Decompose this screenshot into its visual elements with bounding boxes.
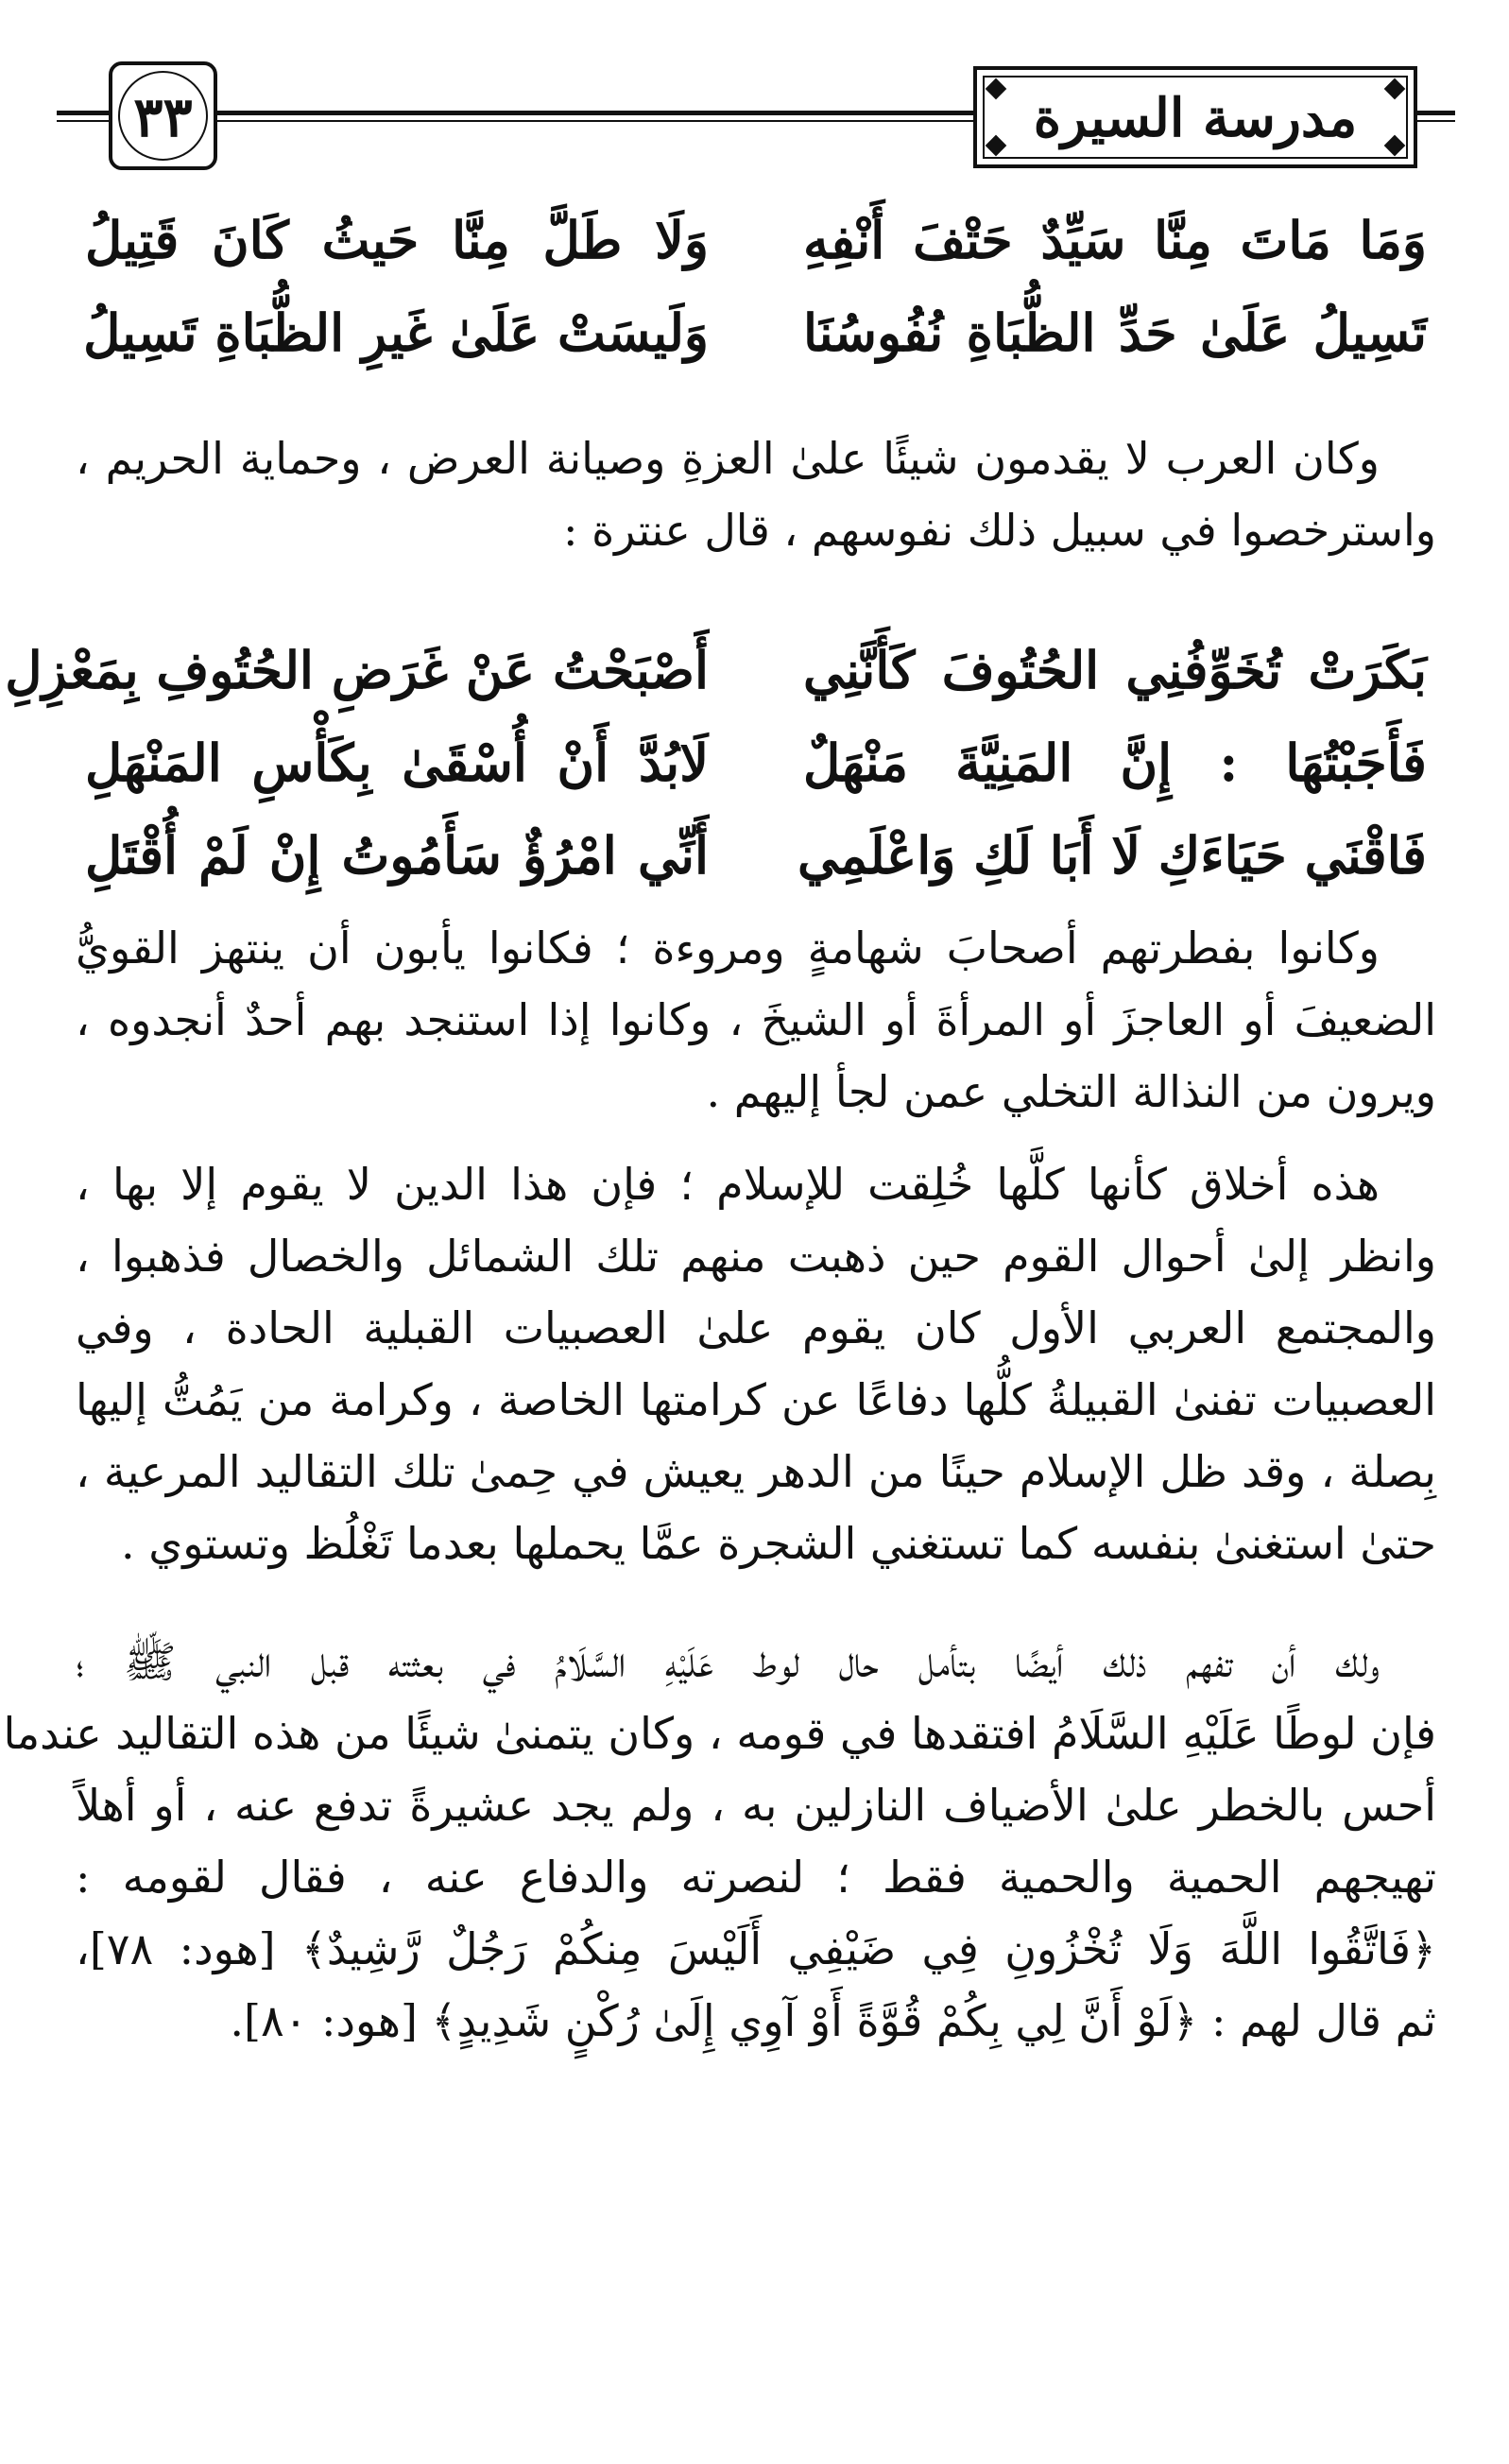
text-line: ولك أن تفهم ذلك أيضًا بتأمل حال لوط عَلَيْهِ السَّلَامُ في بعثته قبل النبي ﷺ ؛ bbox=[76, 1636, 1380, 1687]
running-title: مدرسة السيرة bbox=[1033, 87, 1358, 149]
verse-second-hemistich: وَلَيسَتْ عَلَىٰ غَيرِ الظُّبَاةِ تَسِيلُ bbox=[83, 302, 709, 363]
page-number: ٣٣ bbox=[133, 85, 193, 149]
quran-verse-line: ثم قال لهم : ﴿لَوْ أَنَّ لِي بِكُمْ قُوَّةً أَوْ آوِي إِلَىٰ رُكْنٍ شَدِيدٍ﴾ [هود: ٨٠]. bbox=[230, 1995, 1436, 2046]
verse bbox=[85, 194, 1427, 286]
text-line: حتىٰ استغنىٰ بنفسه كما تستغني الشجرة عمَّا يحملها بعدما تَغْلُظ وتستوي . bbox=[120, 1518, 1436, 1569]
verse-first-hemistich: فَأَجَبْتُهَا : إِنَّ المَنِيَّةَ مَنْهَلٌ bbox=[803, 732, 1427, 793]
paragraph bbox=[76, 1148, 1436, 1579]
paragraph bbox=[76, 912, 1436, 1128]
poem-block bbox=[5, 624, 1427, 902]
verse-second-hemistich: أَصْبَحْتُ عَنْ غَرَضِ الحُتُوفِ بِمَعْزِلِ bbox=[5, 640, 709, 700]
verse-first-hemistich: فَاقْنَي حَيَاءَكِ لَا أَبَا لَكِ وَاعْلَمِي bbox=[797, 825, 1427, 886]
verse-first-hemistich: بَكَرَتْ تُخَوِّفُنِي الحُتُوفَ كَأَنَّنِي bbox=[803, 640, 1427, 700]
text-line: وكانوا بفطرتهم أصحابَ شهامةٍ ومروءة ؛ فكانوا يأبون أن ينتهز القويُّ bbox=[76, 922, 1380, 974]
verse bbox=[85, 809, 1427, 902]
text-line: الضعيفَ أو العاجزَ أو المرأةَ أو الشيخَ ، وكانوا إذا استنجد بهم أحدٌ أنجدوه ، bbox=[76, 994, 1436, 1045]
page-header bbox=[0, 52, 1509, 175]
verse bbox=[85, 716, 1427, 809]
verse-second-hemistich: وَلَا طَلَّ مِنَّا حَيثُ كَانَ قَتِيلُ bbox=[85, 210, 709, 270]
text-line: تهيجهم الحمية والحمية فقط ؛ لنصرته والدفاع عنه ، فقال لقومه : bbox=[76, 1852, 1436, 1903]
verse bbox=[5, 624, 1427, 716]
header-rule bbox=[217, 120, 973, 122]
text-line: فإن لوطًا عَلَيْهِ السَّلَامُ افتقدها في قومه ، وكان يتمنىٰ شيئًا من هذه التقاليد عندما bbox=[3, 1708, 1436, 1759]
verse bbox=[85, 286, 1427, 379]
text-line: وانظر إلىٰ أحوال القوم حين ذهبت منهم تلك الشمائل والخصال فذهبوا ، bbox=[76, 1231, 1436, 1282]
text-line: والمجتمع العربي الأول كان يقوم علىٰ العصبيات القبلية الحادة ، وفي bbox=[76, 1302, 1436, 1353]
text-line: العصبيات تفنىٰ القبيلةُ كلُّها دفاعًا عن كرامتها الخاصة ، وكرامة من يَمُتُّ إليها bbox=[76, 1374, 1436, 1425]
header-rule bbox=[57, 111, 113, 115]
page-number-frame bbox=[109, 61, 217, 170]
text-line: واسترخصوا في سبيل ذلك نفوسهم ، قال عنترة : bbox=[562, 505, 1436, 556]
paragraph bbox=[3, 1626, 1436, 2057]
text-line: أحس بالخطر علىٰ الأضياف النازلين به ، ولم يجد عشيرةً تدفع عنه ، أو أهلاً bbox=[76, 1780, 1436, 1831]
poem-block bbox=[85, 194, 1427, 379]
header-rule bbox=[1417, 111, 1455, 115]
header-rule bbox=[1417, 120, 1455, 122]
text-line: هذه أخلاق كأنها كلَّها خُلِقت للإسلام ؛ فإن هذا الدين لا يقوم إلا بها ، bbox=[76, 1159, 1380, 1210]
verse-second-hemistich: أَنِّي امْرُؤٌ سَأَمُوتُ إِنْ لَمْ أُقْتَلِ bbox=[85, 825, 709, 886]
text-line: بِصلة ، وقد ظل الإسلام حينًا من الدهر يعيش في حِمىٰ تلك التقاليد المرعية ، bbox=[76, 1446, 1436, 1497]
paragraph bbox=[76, 422, 1436, 566]
verse-first-hemistich: تَسِيلُ عَلَىٰ حَدِّ الظُّبَاةِ نُفُوسُنَا bbox=[803, 302, 1427, 363]
header-rule bbox=[217, 111, 973, 115]
header-rule bbox=[57, 120, 113, 122]
verse-first-hemistich: وَمَا مَاتَ مِنَّا سَيِّدٌ حَتْفَ أَنْفِهِ bbox=[803, 210, 1427, 270]
quran-verse-line: ﴿فَاتَّقُوا اللَّهَ وَلَا تُخْزُونِ فِي ضَيْفِي أَلَيْسَ مِنكُمْ رَجُلٌ رَّشِيدٌ﴾ [هود: ٧٨]، bbox=[76, 1923, 1436, 1974]
verse-second-hemistich: لَابُدَّ أَنْ أُسْقَىٰ بِكَأْسِ المَنْهَلِ bbox=[85, 732, 709, 793]
text-line: وكان العرب لا يقدمون شيئًا علىٰ العزةِ وصيانة العرض ، وحماية الحريم ، bbox=[76, 433, 1380, 484]
text-line: ويرون من النذالة التخلي عمن لجأ إليهم . bbox=[706, 1066, 1436, 1117]
running-title-frame bbox=[973, 66, 1417, 168]
